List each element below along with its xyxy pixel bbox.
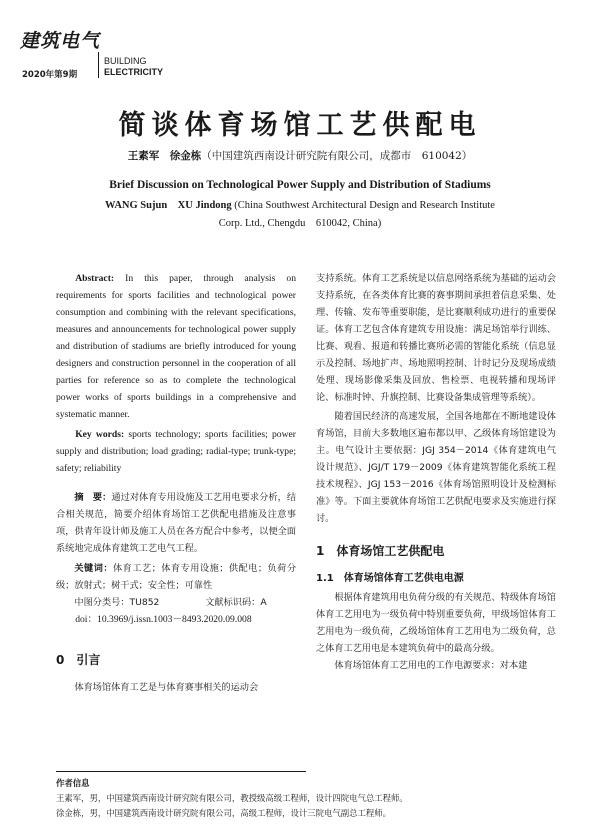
keywords-cn-label: 关键词：	[74, 563, 114, 574]
authors-cn	[0, 148, 600, 163]
abstract-en-label: Abstract:	[75, 273, 115, 284]
keywords-en-text: sports technology; sports facilities; power supply and distribution; load grading; radial-type; trunk-type; safety; reliability	[56, 429, 296, 474]
right-paragraph-4: 体育场馆体育工艺用电的工作电源要求：对本建	[334, 660, 528, 671]
abstract-cn-text: 通过对体育专用设施及工艺用电要求分析，结合相关规范，简要介绍体育场馆工艺供配电措施及注意事项，供青年设计师及施工人员在各方配合中参考，以便全面系统地完成体育建筑工艺电气工程。	[56, 492, 297, 554]
journal-name-en-line1: BUILDING	[104, 56, 147, 66]
section-0-text: 体育场馆体育工艺是与体育赛事相关的运动会	[74, 682, 259, 693]
right-paragraph-1: 支持系统。体育工艺系统是以信息网络系统为基础的运动会支持系统，在各类体育比赛的赛事期间承担着信息采集、处理、传输、发布等重要职能，是比赛顺利成功进行的重要保证。体育工艺包含体育建筑专用设施：满足场馆举行训练、比赛、观看、报道和转播比赛所必需的智能化系统（信息显示及控制、场地扩声、场地照明控制、计时记分及现场成绩处理、现场影像采集及回放、售检票、电视转播和现场评论、标准时钟、升旗控制、比赛设备集成管理等系统）。	[316, 273, 556, 403]
paper-title-en: Brief Discussion on Technological Power Supply and Distribution of Stadiums	[109, 179, 491, 191]
author-names-cn: 王素军 徐金栋	[127, 150, 202, 162]
section-0-heading: 0 引言	[56, 653, 101, 667]
right-paragraph-3: 根据体育建筑用电负荷分级的有关规范、特级体育场馆体育工艺用电为一级负荷中特别重要负荷，甲级场馆体育工艺用电为一级负荷，乙级场馆体育工艺用电为二级负荷，总之体育工艺用电是本建筑负荷中的最高分级。	[316, 592, 556, 654]
section-1-1-heading: 1.1 体育场馆体育工艺供电电源	[316, 573, 464, 584]
issue-number: 2020年第9期	[22, 70, 78, 80]
author-footnote	[56, 776, 556, 821]
footnote-title: 作者信息	[56, 778, 90, 788]
abstract-cn-label: 摘 要：	[74, 492, 112, 503]
doc-code-label: 文献标识码：	[205, 597, 261, 608]
clc-label: 中图分类号：	[74, 597, 130, 608]
keywords-en-label: Key words:	[75, 429, 125, 440]
paper-title-cn: 简谈体育场馆工艺供配电	[118, 110, 482, 141]
keywords-cn	[56, 560, 296, 594]
keywords-cn-text: 体育工艺；体育专用设施；供配电；负荷分级；放射式；树干式；安全性；可靠性	[56, 563, 297, 591]
right-paragraph-2: 随着国民经济的高速发展，全国各地都在不断地建设体育场馆，目前大多数地区遍布都以甲、乙级体育场馆建设为主。电气设计主要依据：JGJ 354－2014《体育建筑电气设计规范》、JGJ/T 179－2009《体育建筑智能化系统工程技术规程》、JGJ 153－2016《体育场馆照明设计及检测标准》等。下面主要就体育场馆工艺供配电要求及实施进行探讨。	[316, 411, 556, 524]
left-column	[56, 270, 296, 696]
journal-name-en-line2: ELECTRICITY	[104, 67, 164, 77]
abstract-en	[56, 270, 296, 423]
right-column	[316, 270, 556, 674]
authors-en	[0, 197, 600, 233]
author-affiliation-en-2: Corp. Ltd., Chengdu 610042, China)	[218, 218, 382, 229]
keywords-en	[56, 426, 296, 477]
doc-code-value: A	[260, 597, 267, 608]
footnote-divider	[56, 771, 306, 772]
journal-logo: 建筑电气	[20, 30, 101, 52]
section-1-heading: 1 体育场馆工艺供配电	[316, 544, 445, 558]
author-names-en: WANG Sujun XU Jindong	[105, 200, 232, 211]
author-affiliation-cn: （中国建筑西南设计研究院有限公司，成都市 610042）	[201, 150, 473, 162]
footnote-author-1: 王素军，男，中国建筑西南设计研究院有限公司，教授级高级工程师，设计四院电气总工程师。	[56, 793, 408, 803]
journal-name-en	[104, 56, 163, 78]
abstract-cn	[56, 489, 296, 557]
clc-value: TU852	[129, 597, 160, 608]
masthead-divider	[98, 52, 99, 78]
author-affiliation-en-1: (China Southwest Architectural Design and Research Institute	[234, 200, 495, 211]
footnote-author-2: 徐金栋，男，中国建筑西南设计研究院有限公司，高级工程师，设计三院电气副总工程师。	[56, 808, 391, 818]
classification-line	[56, 594, 296, 611]
doi: doi：10.3969/j.issn.1003－8493.2020.09.008	[75, 614, 252, 625]
abstract-en-text: In this paper, through analysis on requirements for sports facilities and technological power consumption and combining with the relevant specifications, measures and announcements for technological power supply and distribution of stadiums are briefly introduced for young designers and construction personnel in the cooperation of all parties for reference so as to complete the technological power works of sports buildings in a comprehensive and systematic manner.	[56, 273, 296, 420]
